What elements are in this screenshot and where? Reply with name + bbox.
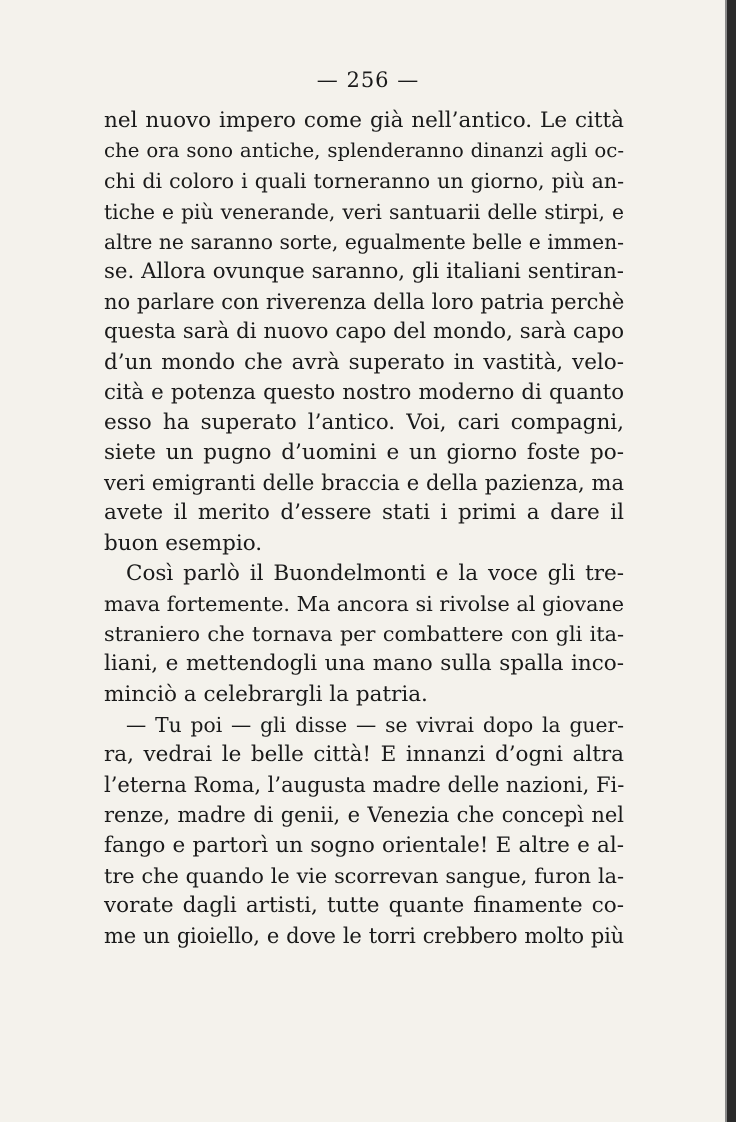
text-line: — Tu poi — gli disse — se vivrai dopo la guer- — [126, 712, 624, 737]
text-line: tre che quando le vie scorrevan sangue, furon la- — [104, 863, 624, 888]
text-line: ra, vedrai le belle città! E innanzi d’ogni altra — [104, 741, 624, 767]
page-number: — 256 — — [316, 68, 420, 92]
text-line: liani, e mettendogli una mano sulla spalla inco- — [104, 651, 624, 677]
text-line: Così parlò il Buondelmonti e la voce gli tre- — [126, 560, 624, 586]
text-line: d’un mondo che avrà superato in vastità, velo- — [104, 349, 624, 375]
text-line: tiche e più venerande, veri santuarii delle stirpi, e — [104, 199, 624, 224]
text-line: mava fortemente. Ma ancora si rivolse al giovane — [104, 592, 625, 616]
text-line: l’eterna Roma, l’augusta madre delle nazioni, Fi- — [104, 773, 625, 798]
text-line: nel nuovo impero come già nell’antico. Le città — [104, 108, 624, 133]
text-line: siete un pugno d’uomini e un giorno foste po- — [104, 440, 624, 466]
text-line: che ora sono antiche, splenderanno dinanzi agli oc- — [104, 139, 624, 163]
text-line: straniero che tornava per combattere con gli ita- — [104, 622, 624, 647]
text-line: no parlare con riverenza della loro patria perchè — [104, 290, 625, 315]
text-line: minciò a celebrargli la patria. — [104, 681, 428, 707]
body-text — [104, 106, 624, 951]
text-line: se. Allora ovunque saranno, gli italiani sentiran- — [104, 258, 624, 284]
text-line: renze, madre di genii, e Venezia che concepì nel — [104, 803, 624, 828]
text-line: altre ne saranno sorte, egualmente belle e immen- — [104, 229, 624, 254]
text-line: questa sarà di nuovo capo del mondo, sarà capo — [104, 319, 624, 345]
text-line: esso ha superato l’antico. Voi, cari compagni, — [104, 409, 624, 435]
page-edge — [727, 0, 736, 1122]
text-line: vorate dagli artisti, tutte quante finamente co- — [104, 892, 624, 918]
text-line: veri emigranti delle braccia e della pazienza, ma — [104, 471, 624, 496]
text-line: fango e partorì un sogno orientale! E altre e al- — [104, 832, 624, 858]
text-line: chi di coloro i quali torneranno un giorno, più an- — [104, 169, 624, 194]
text-line: me un gioiello, e dove le torri crebbero molto più — [104, 924, 624, 949]
text-line: avete il merito d’essere stati i primi a dare il — [104, 500, 624, 526]
text-line: cità e potenza questo nostro moderno di quanto — [104, 379, 624, 405]
text-line: buon esempio. — [104, 530, 263, 556]
